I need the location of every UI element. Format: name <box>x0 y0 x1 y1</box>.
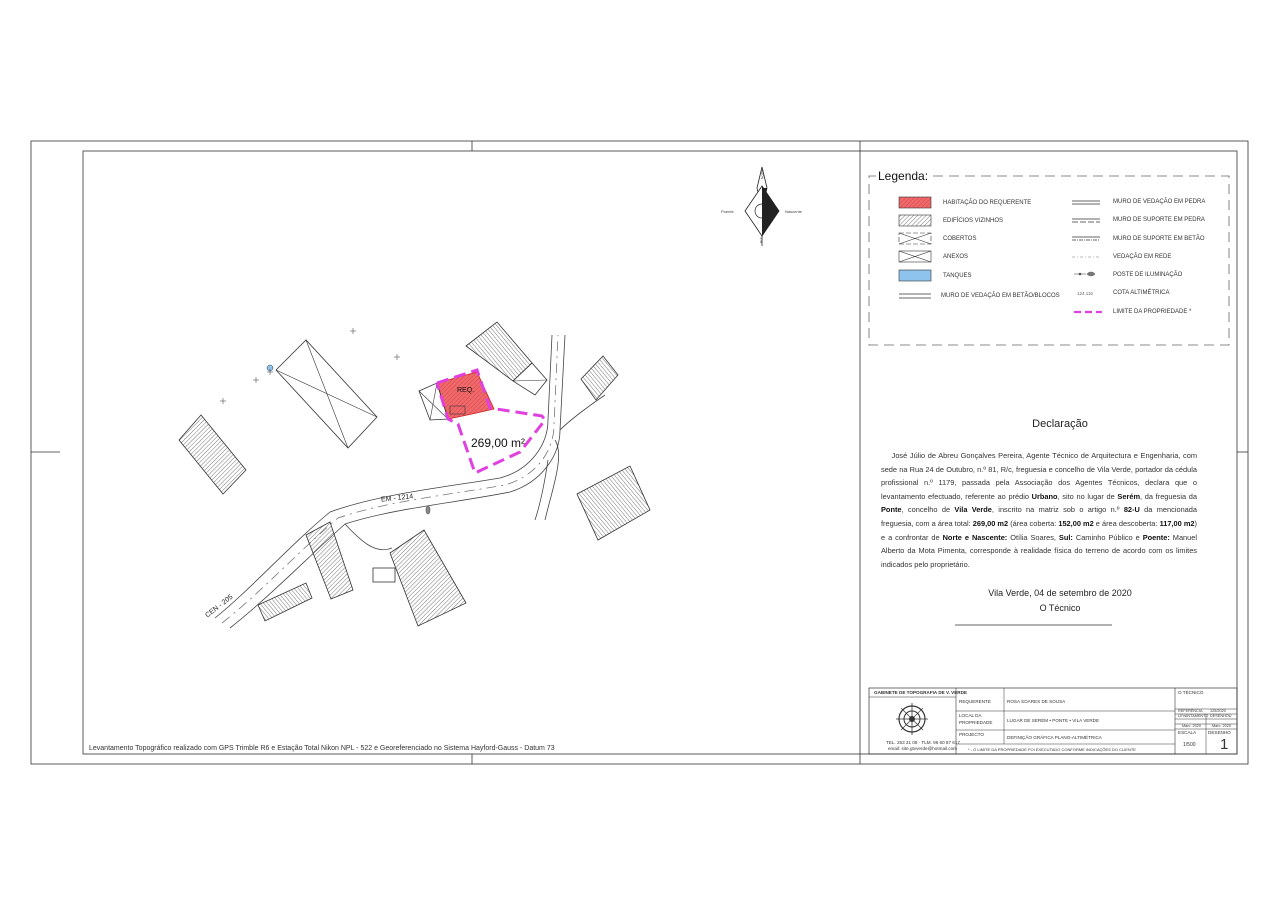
tb-referencia-label: REFERÊNCIA <box>1178 709 1203 713</box>
tb-desenho-value: 1 <box>1220 736 1229 753</box>
compass-west-label: Poente <box>721 209 734 214</box>
legend-label-limite: LIMITE DA PROPRIEDADE * <box>1113 309 1192 315</box>
legend-label-cobertos: COBERTOS <box>943 236 977 242</box>
office-logo <box>896 703 928 735</box>
tb-requerente-label: REQUERENTE <box>959 699 991 704</box>
declaration-signer: O Técnico <box>1039 603 1081 613</box>
tb-o-tecnico: O TÉCNICO <box>1178 690 1204 695</box>
legend-label-suporte-pedra: MURO DE SUPORTE EM PEDRA <box>1113 217 1205 223</box>
tb-lev-date: Marc. 2020 <box>1182 724 1201 728</box>
legend-label-vedacao-rede: VEDAÇÃO EM REDE <box>1113 254 1172 260</box>
neighbour-buildings <box>179 322 650 626</box>
tb-desenhou-label: DESENHOU <box>1210 714 1232 718</box>
tb-escala-value: 1/500 <box>1183 742 1196 748</box>
compass-east-label: Nascente <box>785 209 802 214</box>
legend-label-habitacao: HABITAÇÃO DO REQUERENTE <box>943 200 1032 206</box>
road-em-label: EM - 1214 <box>380 493 414 504</box>
tb-des-date: Marc. 2020 <box>1212 724 1231 728</box>
declaration-place-date: Vila Verde, 04 de setembro de 2020 <box>988 588 1132 598</box>
legend-title: Legenda: <box>878 169 929 183</box>
declaration-title: Declaração <box>1032 418 1088 430</box>
tb-local-label-2: PROPRIEDADE <box>959 720 993 725</box>
tb-note: * - O LIMITE DA PROPRIEDADE FOI EXECUTADO CONFORME INDICAÇÕES DO CLIENTE <box>968 747 1136 752</box>
legend-label-muro-betao: MURO DE VEDAÇÃO EM BETÃO/BLOCOS <box>941 293 1060 299</box>
legend-label-anexos: ANEXOS <box>943 254 969 260</box>
legend-label-poste: POSTE DE ILUMINAÇÃO <box>1113 272 1183 278</box>
legend-label-suporte-betao: MURO DE SUPORTE EM BETÃO <box>1113 236 1205 242</box>
tb-projecto-label: PROJECTO <box>959 732 984 737</box>
tb-requerente-value: ROSA SOARES DE SOUSA <box>1007 699 1066 704</box>
declaration-body: José Júlio de Abreu Gonçalves Pereira, Agente Técnico de Arquitectura e Engenharia, com sede na Rua 24 de Outubro, n.º 81, R/c, freguesia e concelho de Vila Verde, portador da cédula profissional n.º 1179, passada pela Associação dos Agentes Técnicos, declara que o levantamento efectuado, referente ao prédio Urbano, sito no lugar de Serém, da freguesia da Ponte, concelho de Vila Verde, inscrito na matriz sob o artigo n.º 82-U da mencionada freguesia, com a área total: 269,00 m2 (área coberta: 152,00 m2 e área descoberta: 117,00 m2) e a confrontar de Norte e Nascente: Otília Soares, Sul: Caminho Público e Poente: Manuel Alberto da Mota Pimenta, corresponde à realidade física do terreno de acordo com os limites indicados pelo proprietário. <box>881 451 1198 569</box>
tb-referencia-value: 125/2020 <box>1210 709 1226 713</box>
tb-local-label-1: LOCAL DA <box>959 713 982 718</box>
survey-footer-note: Levantamento Topográfico realizado com GPS Trimble R6 e Estação Total Nikon NPL - 522 e Georeferenciado no Sistema Hayford-Gauss - Datum 73 <box>89 745 555 752</box>
parcel-area-label: 269,00 m² <box>471 436 526 450</box>
road-cen-label: CEN - 205 <box>204 593 235 620</box>
tb-escala-label: ESCALA <box>1178 730 1197 735</box>
legend-label-tanques: TANQUES <box>943 273 972 279</box>
requerente-house-label: REQ. <box>457 387 475 394</box>
tb-desenho-label: DESENHO <box>1208 730 1231 735</box>
legend-cota-sample: 124.116 <box>1077 291 1093 296</box>
tb-office: GABINETE DE TOPOGRAFIA DE V. VERDE <box>874 690 967 695</box>
tb-contact-2: email: site.gtvverde@hotmail.com <box>888 746 958 751</box>
compass-south-label: Sul <box>758 237 764 244</box>
tb-local-value: LUGAR DE SERÉM • PONTE • VILA VERDE <box>1007 718 1100 723</box>
tb-contact-1: TEL. 253 31 08 · TLM. 96 60 87 617 <box>886 740 960 745</box>
legend-label-cota: COTA ALTIMÉTRICA <box>1113 290 1170 296</box>
tb-levantamento-label: LEVANTAMENTO <box>1178 714 1209 718</box>
tb-projecto-value: DEFINIÇÃO GRÁFICA PLANO-ALTIMÉTRICA <box>1007 735 1102 740</box>
legend-label-muro-pedra: MURO DE VEDAÇÃO EM PEDRA <box>1113 199 1206 205</box>
legend-label-edificios: EDIFÍCIOS VIZINHOS <box>943 218 1004 224</box>
compass-north-label: Norte <box>759 169 765 180</box>
